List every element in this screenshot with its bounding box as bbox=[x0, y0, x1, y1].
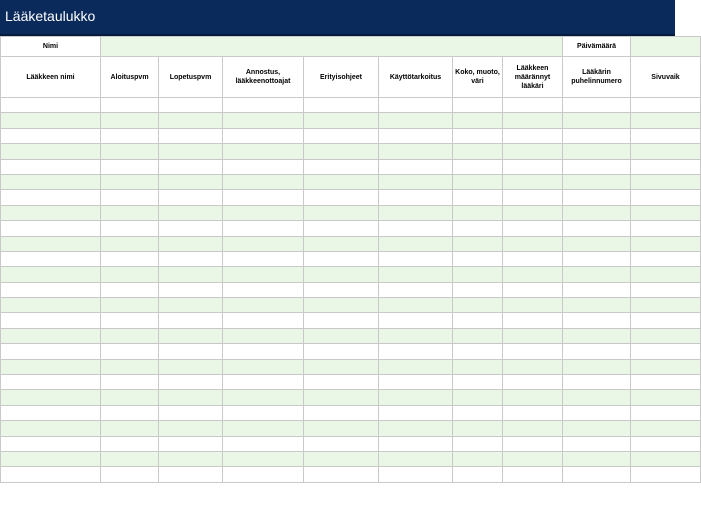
table-row bbox=[1, 282, 701, 297]
table-cell[interactable] bbox=[379, 298, 453, 313]
table-cell[interactable] bbox=[453, 267, 503, 282]
table-cell[interactable] bbox=[223, 436, 304, 451]
table-cell[interactable] bbox=[631, 98, 701, 113]
table-cell[interactable] bbox=[379, 282, 453, 297]
table-cell[interactable] bbox=[1, 282, 101, 297]
table-cell[interactable] bbox=[631, 174, 701, 189]
table-cell[interactable] bbox=[379, 221, 453, 236]
table-cell[interactable] bbox=[159, 159, 223, 174]
table-cell[interactable] bbox=[453, 251, 503, 266]
table-cell[interactable] bbox=[379, 359, 453, 374]
date-label: Päivämäärä bbox=[563, 37, 631, 57]
table-cell[interactable] bbox=[1, 328, 101, 343]
table-cell[interactable] bbox=[101, 251, 159, 266]
table-cell[interactable] bbox=[631, 328, 701, 343]
table-cell[interactable] bbox=[631, 451, 701, 466]
table-row bbox=[1, 328, 701, 343]
table-cell[interactable] bbox=[631, 190, 701, 205]
table-cell[interactable] bbox=[563, 251, 631, 266]
table-cell[interactable] bbox=[1, 251, 101, 266]
table-cell[interactable] bbox=[1, 436, 101, 451]
header-row-1 bbox=[1, 37, 701, 57]
table-cell[interactable] bbox=[101, 328, 159, 343]
name-label: Nimi bbox=[1, 37, 101, 57]
table-cell[interactable] bbox=[563, 375, 631, 390]
table-row bbox=[1, 221, 701, 236]
table-row bbox=[1, 236, 701, 251]
table-cell[interactable] bbox=[563, 159, 631, 174]
table-row bbox=[1, 313, 701, 328]
table-row bbox=[1, 159, 701, 174]
table-cell[interactable] bbox=[503, 128, 563, 143]
table-cell[interactable] bbox=[304, 174, 379, 189]
table-cell[interactable] bbox=[223, 236, 304, 251]
table-cell[interactable] bbox=[304, 113, 379, 128]
table-cell[interactable] bbox=[379, 159, 453, 174]
table-cell[interactable] bbox=[223, 205, 304, 220]
table-cell[interactable] bbox=[1, 390, 101, 405]
table-cell[interactable] bbox=[563, 467, 631, 482]
table-cell[interactable] bbox=[453, 174, 503, 189]
table-cell[interactable] bbox=[563, 190, 631, 205]
table-cell[interactable] bbox=[304, 236, 379, 251]
table-row bbox=[1, 98, 701, 113]
table-cell[interactable] bbox=[101, 405, 159, 420]
table-cell[interactable] bbox=[1, 221, 101, 236]
table-cell[interactable] bbox=[223, 113, 304, 128]
table-cell[interactable] bbox=[631, 144, 701, 159]
table-cell[interactable] bbox=[1, 298, 101, 313]
table-cell[interactable] bbox=[503, 221, 563, 236]
table-row bbox=[1, 128, 701, 143]
date-input-cell[interactable] bbox=[631, 37, 701, 57]
table-cell[interactable] bbox=[631, 405, 701, 420]
table-cell[interactable] bbox=[159, 436, 223, 451]
table-row bbox=[1, 467, 701, 482]
table-cell[interactable] bbox=[304, 467, 379, 482]
table-cell[interactable] bbox=[453, 236, 503, 251]
table-row bbox=[1, 375, 701, 390]
table-cell[interactable] bbox=[223, 359, 304, 374]
table-cell[interactable] bbox=[304, 421, 379, 436]
table-cell[interactable] bbox=[503, 113, 563, 128]
table-cell[interactable] bbox=[379, 390, 453, 405]
table-row bbox=[1, 113, 701, 128]
table-cell[interactable] bbox=[631, 113, 701, 128]
table-cell[interactable] bbox=[631, 436, 701, 451]
table-cell[interactable] bbox=[223, 128, 304, 143]
table-cell[interactable] bbox=[304, 405, 379, 420]
table-cell[interactable] bbox=[453, 451, 503, 466]
table-cell[interactable] bbox=[503, 451, 563, 466]
table-cell[interactable] bbox=[223, 390, 304, 405]
table-cell[interactable] bbox=[379, 344, 453, 359]
table-cell[interactable] bbox=[304, 98, 379, 113]
table-cell[interactable] bbox=[631, 359, 701, 374]
table-cell[interactable] bbox=[304, 359, 379, 374]
table-cell[interactable] bbox=[563, 267, 631, 282]
col-header-end-date: Lopetuspvm bbox=[159, 57, 223, 98]
table-cell[interactable] bbox=[631, 205, 701, 220]
table-cell[interactable] bbox=[631, 221, 701, 236]
table-cell[interactable] bbox=[503, 282, 563, 297]
table-cell[interactable] bbox=[503, 467, 563, 482]
table-cell[interactable] bbox=[159, 174, 223, 189]
col-header-special-instructions: Erityisohjeet bbox=[304, 57, 379, 98]
table-cell[interactable] bbox=[1, 359, 101, 374]
table-cell[interactable] bbox=[563, 174, 631, 189]
table-cell[interactable] bbox=[223, 313, 304, 328]
table-cell[interactable] bbox=[631, 421, 701, 436]
table-cell[interactable] bbox=[101, 298, 159, 313]
table-cell[interactable] bbox=[563, 98, 631, 113]
table-cell[interactable] bbox=[1, 344, 101, 359]
table-cell[interactable] bbox=[379, 405, 453, 420]
table-cell[interactable] bbox=[503, 421, 563, 436]
table-cell[interactable] bbox=[563, 344, 631, 359]
table-cell[interactable] bbox=[453, 390, 503, 405]
table-cell[interactable] bbox=[563, 390, 631, 405]
table-cell[interactable] bbox=[159, 328, 223, 343]
table-cell[interactable] bbox=[223, 451, 304, 466]
table-cell[interactable] bbox=[563, 205, 631, 220]
table-cell[interactable] bbox=[101, 144, 159, 159]
table-cell[interactable] bbox=[1, 113, 101, 128]
table-cell[interactable] bbox=[159, 190, 223, 205]
table-cell[interactable] bbox=[101, 344, 159, 359]
table-cell[interactable] bbox=[223, 144, 304, 159]
col-header-dosage: Annostus, lääkkeenottoajat bbox=[223, 57, 304, 98]
table-cell[interactable] bbox=[631, 344, 701, 359]
table-cell[interactable] bbox=[101, 451, 159, 466]
table-cell[interactable] bbox=[503, 313, 563, 328]
table-cell[interactable] bbox=[379, 236, 453, 251]
table-cell[interactable] bbox=[304, 328, 379, 343]
table-cell[interactable] bbox=[631, 128, 701, 143]
table-cell[interactable] bbox=[631, 159, 701, 174]
table-row bbox=[1, 359, 701, 374]
table-cell[interactable] bbox=[159, 344, 223, 359]
table-cell[interactable] bbox=[223, 405, 304, 420]
table-cell[interactable] bbox=[379, 375, 453, 390]
table-cell[interactable] bbox=[563, 113, 631, 128]
table-cell[interactable] bbox=[503, 251, 563, 266]
sheet-title: Lääketaulukko bbox=[5, 8, 96, 24]
table-cell[interactable] bbox=[223, 298, 304, 313]
table-cell[interactable] bbox=[1, 236, 101, 251]
table-cell[interactable] bbox=[453, 436, 503, 451]
table-cell[interactable] bbox=[453, 405, 503, 420]
table-cell[interactable] bbox=[101, 421, 159, 436]
table-cell[interactable] bbox=[453, 344, 503, 359]
table-cell[interactable] bbox=[379, 98, 453, 113]
table-cell[interactable] bbox=[1, 174, 101, 189]
table-cell[interactable] bbox=[304, 144, 379, 159]
table-cell[interactable] bbox=[223, 344, 304, 359]
table-cell[interactable] bbox=[453, 98, 503, 113]
table-row bbox=[1, 251, 701, 266]
table-cell[interactable] bbox=[304, 221, 379, 236]
table-cell[interactable] bbox=[1, 421, 101, 436]
table-cell[interactable] bbox=[503, 236, 563, 251]
table-cell[interactable] bbox=[159, 113, 223, 128]
table-cell[interactable] bbox=[304, 128, 379, 143]
table-cell[interactable] bbox=[453, 298, 503, 313]
table-cell[interactable] bbox=[503, 144, 563, 159]
table-cell[interactable] bbox=[379, 251, 453, 266]
table-cell[interactable] bbox=[1, 144, 101, 159]
table-cell[interactable] bbox=[631, 251, 701, 266]
table-cell[interactable] bbox=[631, 313, 701, 328]
table-cell[interactable] bbox=[159, 251, 223, 266]
table-cell[interactable] bbox=[563, 451, 631, 466]
table-cell[interactable] bbox=[1, 451, 101, 466]
table-cell[interactable] bbox=[101, 98, 159, 113]
table-cell[interactable] bbox=[563, 236, 631, 251]
table-cell[interactable] bbox=[159, 421, 223, 436]
table-cell[interactable] bbox=[453, 113, 503, 128]
table-cell[interactable] bbox=[304, 436, 379, 451]
table-row bbox=[1, 344, 701, 359]
table-cell[interactable] bbox=[223, 467, 304, 482]
table-cell[interactable] bbox=[159, 282, 223, 297]
col-header-size-shape-color: Koko, muoto, väri bbox=[453, 57, 503, 98]
table-cell[interactable] bbox=[379, 113, 453, 128]
table-cell[interactable] bbox=[503, 205, 563, 220]
table-cell[interactable] bbox=[453, 421, 503, 436]
table-cell[interactable] bbox=[453, 313, 503, 328]
table-cell[interactable] bbox=[503, 359, 563, 374]
table-cell[interactable] bbox=[503, 159, 563, 174]
table-cell[interactable] bbox=[563, 405, 631, 420]
table-cell[interactable] bbox=[1, 98, 101, 113]
table-row bbox=[1, 298, 701, 313]
table-cell[interactable] bbox=[1, 205, 101, 220]
table-cell[interactable] bbox=[563, 282, 631, 297]
table-cell[interactable] bbox=[563, 313, 631, 328]
col-header-start-date: Aloituspvm bbox=[101, 57, 159, 98]
table-cell[interactable] bbox=[159, 405, 223, 420]
table-cell[interactable] bbox=[563, 298, 631, 313]
table-cell[interactable] bbox=[159, 451, 223, 466]
table-cell[interactable] bbox=[631, 298, 701, 313]
table-cell[interactable] bbox=[503, 375, 563, 390]
table-cell[interactable] bbox=[503, 405, 563, 420]
table-row bbox=[1, 451, 701, 466]
table-cell[interactable] bbox=[223, 282, 304, 297]
table-cell[interactable] bbox=[503, 98, 563, 113]
table-cell[interactable] bbox=[101, 313, 159, 328]
table-cell[interactable] bbox=[631, 375, 701, 390]
table-cell[interactable] bbox=[453, 375, 503, 390]
table-row bbox=[1, 144, 701, 159]
table-cell[interactable] bbox=[304, 251, 379, 266]
table-cell[interactable] bbox=[1, 467, 101, 482]
table-cell[interactable] bbox=[159, 313, 223, 328]
table-cell[interactable] bbox=[304, 390, 379, 405]
table-cell[interactable] bbox=[159, 359, 223, 374]
table-cell[interactable] bbox=[379, 467, 453, 482]
table-row bbox=[1, 390, 701, 405]
table-cell[interactable] bbox=[159, 467, 223, 482]
table-cell[interactable] bbox=[631, 282, 701, 297]
col-header-prescribing-doctor: Lääkkeen määrännyt lääkäri bbox=[503, 57, 563, 98]
table-cell[interactable] bbox=[379, 436, 453, 451]
table-cell[interactable] bbox=[101, 221, 159, 236]
title-bar bbox=[0, 0, 675, 36]
table-cell[interactable] bbox=[379, 190, 453, 205]
table-cell[interactable] bbox=[223, 421, 304, 436]
table-cell[interactable] bbox=[503, 298, 563, 313]
table-cell[interactable] bbox=[223, 221, 304, 236]
table-cell[interactable] bbox=[503, 344, 563, 359]
table-cell[interactable] bbox=[379, 205, 453, 220]
table-cell[interactable] bbox=[503, 436, 563, 451]
table-cell[interactable] bbox=[223, 267, 304, 282]
table-cell[interactable] bbox=[453, 359, 503, 374]
table-cell[interactable] bbox=[503, 328, 563, 343]
table-cell[interactable] bbox=[453, 328, 503, 343]
table-cell[interactable] bbox=[631, 390, 701, 405]
table-cell[interactable] bbox=[453, 144, 503, 159]
table-cell[interactable] bbox=[453, 282, 503, 297]
table-cell[interactable] bbox=[304, 190, 379, 205]
table-cell[interactable] bbox=[159, 221, 223, 236]
table-row bbox=[1, 174, 701, 189]
col-header-side-effects: Sivuvaik bbox=[631, 57, 701, 98]
column-header-row bbox=[1, 57, 701, 98]
table-cell[interactable] bbox=[379, 328, 453, 343]
table-cell[interactable] bbox=[453, 128, 503, 143]
table-cell[interactable] bbox=[223, 328, 304, 343]
table-cell[interactable] bbox=[304, 159, 379, 174]
table-cell[interactable] bbox=[101, 236, 159, 251]
table-cell[interactable] bbox=[223, 159, 304, 174]
table-cell[interactable] bbox=[304, 375, 379, 390]
table-cell[interactable] bbox=[304, 298, 379, 313]
table-cell[interactable] bbox=[101, 205, 159, 220]
table-cell[interactable] bbox=[453, 205, 503, 220]
table-cell[interactable] bbox=[379, 421, 453, 436]
table-row bbox=[1, 421, 701, 436]
table-cell[interactable] bbox=[159, 298, 223, 313]
table-cell[interactable] bbox=[1, 375, 101, 390]
table-row bbox=[1, 190, 701, 205]
table-cell[interactable] bbox=[1, 405, 101, 420]
table-cell[interactable] bbox=[563, 436, 631, 451]
col-header-purpose: Käyttötarkoitus bbox=[379, 57, 453, 98]
table-cell[interactable] bbox=[223, 251, 304, 266]
table-cell[interactable] bbox=[563, 221, 631, 236]
table-cell[interactable] bbox=[304, 451, 379, 466]
table-cell[interactable] bbox=[223, 375, 304, 390]
table-cell[interactable] bbox=[101, 267, 159, 282]
table-cell[interactable] bbox=[304, 313, 379, 328]
table-cell[interactable] bbox=[503, 190, 563, 205]
table-cell[interactable] bbox=[159, 205, 223, 220]
table-cell[interactable] bbox=[304, 282, 379, 297]
table-cell[interactable] bbox=[101, 159, 159, 174]
table-cell[interactable] bbox=[1, 267, 101, 282]
table-cell[interactable] bbox=[159, 128, 223, 143]
table-cell[interactable] bbox=[101, 467, 159, 482]
table-cell[interactable] bbox=[304, 267, 379, 282]
table-row bbox=[1, 405, 701, 420]
table-cell[interactable] bbox=[304, 344, 379, 359]
table-cell[interactable] bbox=[563, 359, 631, 374]
table-cell[interactable] bbox=[1, 190, 101, 205]
table-cell[interactable] bbox=[631, 267, 701, 282]
table-row bbox=[1, 205, 701, 220]
table-cell[interactable] bbox=[1, 128, 101, 143]
table-cell[interactable] bbox=[563, 144, 631, 159]
table-cell[interactable] bbox=[223, 98, 304, 113]
table-cell[interactable] bbox=[453, 159, 503, 174]
table-cell[interactable] bbox=[379, 128, 453, 143]
table-cell[interactable] bbox=[379, 267, 453, 282]
table-cell[interactable] bbox=[453, 190, 503, 205]
table-cell[interactable] bbox=[159, 375, 223, 390]
table-cell[interactable] bbox=[1, 159, 101, 174]
table-cell[interactable] bbox=[453, 221, 503, 236]
table-cell[interactable] bbox=[159, 98, 223, 113]
table-cell[interactable] bbox=[563, 128, 631, 143]
table-cell[interactable] bbox=[101, 282, 159, 297]
table-cell[interactable] bbox=[631, 467, 701, 482]
table-cell[interactable] bbox=[101, 359, 159, 374]
table-cell[interactable] bbox=[101, 174, 159, 189]
table-row bbox=[1, 436, 701, 451]
table-cell[interactable] bbox=[159, 144, 223, 159]
col-header-medicine-name: Lääkkeen nimi bbox=[1, 57, 101, 98]
table-cell[interactable] bbox=[304, 205, 379, 220]
table-cell[interactable] bbox=[503, 267, 563, 282]
table-cell[interactable] bbox=[159, 390, 223, 405]
table-cell[interactable] bbox=[101, 390, 159, 405]
table-cell[interactable] bbox=[379, 451, 453, 466]
table-cell[interactable] bbox=[101, 190, 159, 205]
table-cell[interactable] bbox=[453, 467, 503, 482]
table-cell[interactable] bbox=[563, 421, 631, 436]
medication-table bbox=[0, 36, 701, 483]
col-header-doctor-phone: Lääkärin puhelinnumero bbox=[563, 57, 631, 98]
table-cell[interactable] bbox=[101, 128, 159, 143]
table-cell[interactable] bbox=[631, 236, 701, 251]
table-cell[interactable] bbox=[503, 390, 563, 405]
table-cell[interactable] bbox=[1, 313, 101, 328]
table-cell[interactable] bbox=[101, 436, 159, 451]
spreadsheet-grid bbox=[0, 36, 680, 520]
table-cell[interactable] bbox=[379, 174, 453, 189]
table-cell[interactable] bbox=[159, 267, 223, 282]
name-input-cell[interactable] bbox=[101, 37, 563, 57]
table-cell[interactable] bbox=[379, 144, 453, 159]
table-cell[interactable] bbox=[159, 236, 223, 251]
table-row bbox=[1, 267, 701, 282]
table-cell[interactable] bbox=[101, 113, 159, 128]
table-cell[interactable] bbox=[503, 174, 563, 189]
table-cell[interactable] bbox=[223, 174, 304, 189]
table-cell[interactable] bbox=[563, 328, 631, 343]
table-cell[interactable] bbox=[223, 190, 304, 205]
table-cell[interactable] bbox=[101, 375, 159, 390]
table-cell[interactable] bbox=[379, 313, 453, 328]
